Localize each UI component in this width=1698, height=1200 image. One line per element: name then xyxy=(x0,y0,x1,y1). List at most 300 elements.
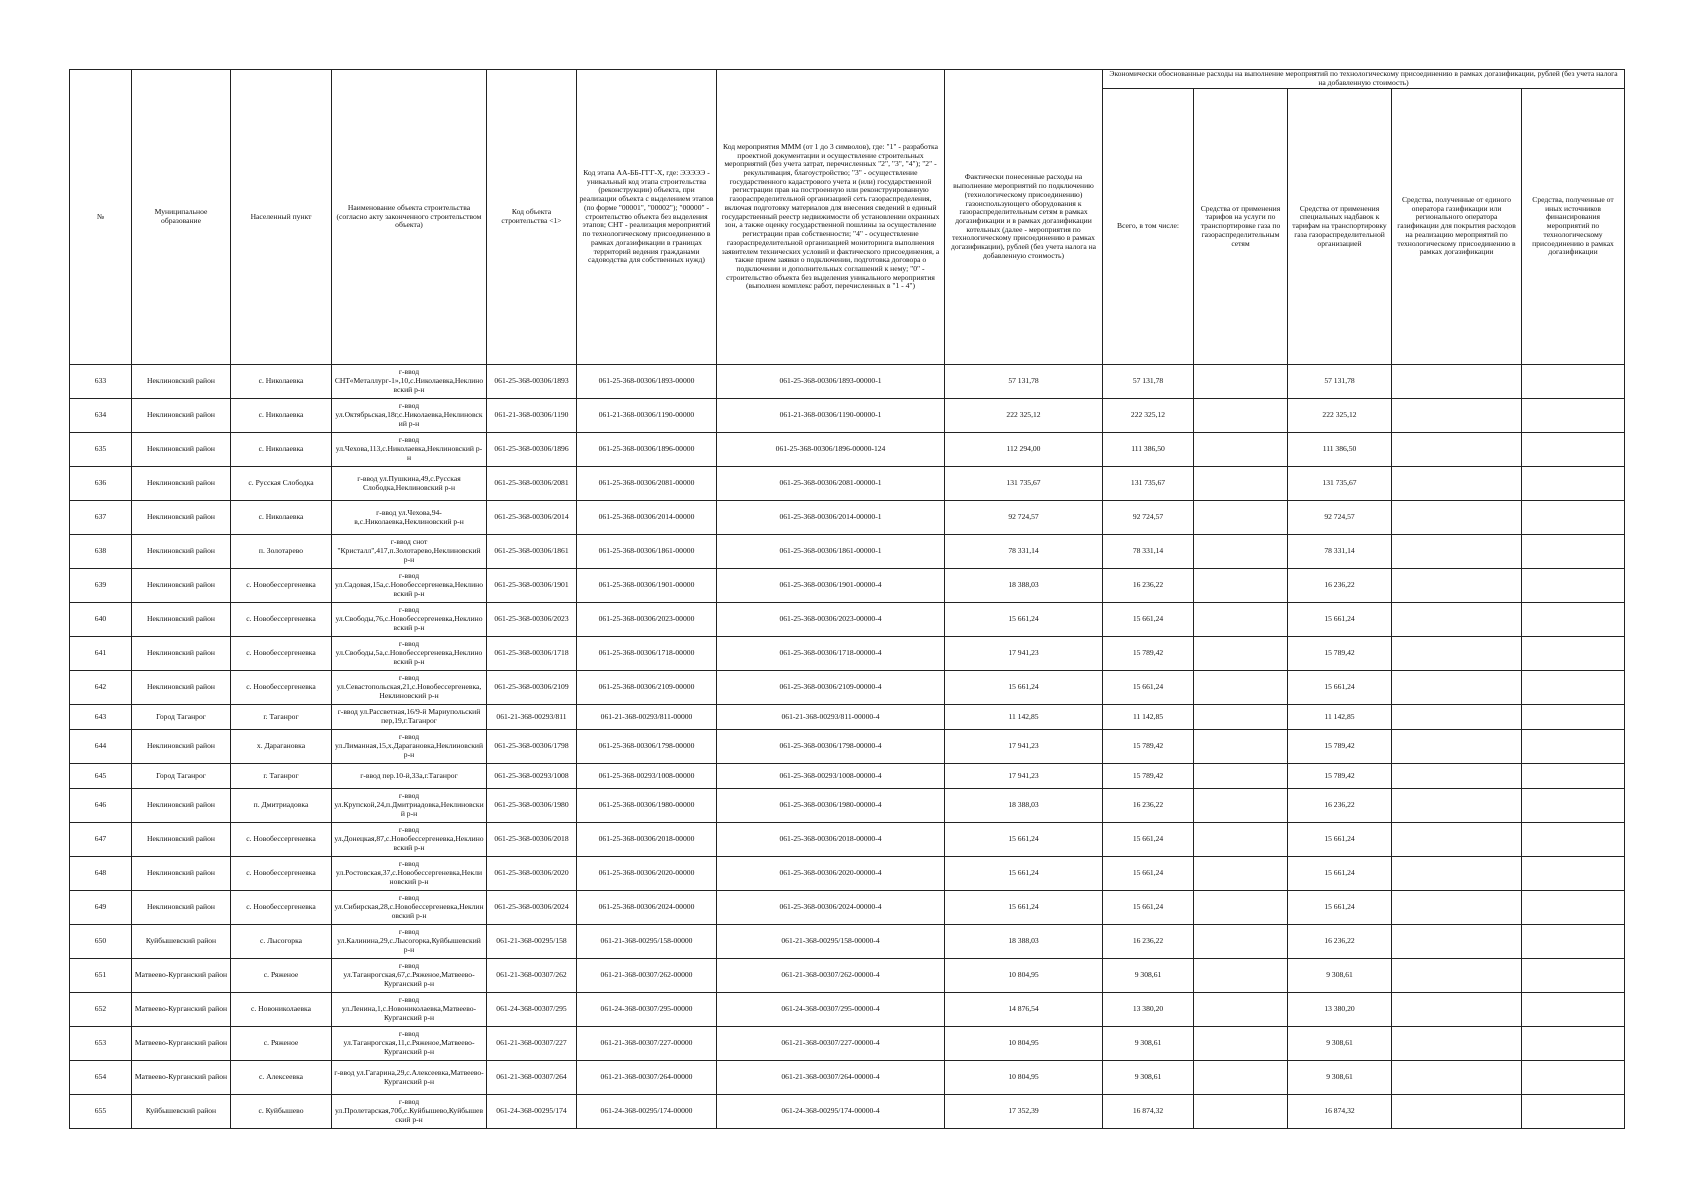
object-name-cell: г-ввод ул.Лиманная,15,х.Дарагановка,Неклиновский р-н xyxy=(332,730,487,764)
municipality-cell: Матвеево-Курганский район xyxy=(132,1061,231,1095)
table-row xyxy=(70,1027,1625,1061)
operator-funds-cell xyxy=(1392,1095,1522,1129)
row-number: 645 xyxy=(70,764,132,789)
header-transport-tariffs: Средства от применения тарифов на услуги по транспортировке газа по газораспределительным сетям xyxy=(1194,89,1288,365)
table-row xyxy=(70,993,1625,1027)
special-surcharges-cell: 15 661,24 xyxy=(1288,823,1392,857)
municipality-cell: Матвеево-Курганский район xyxy=(132,993,231,1027)
event-code-cell: 061-25-368-00306/1893-00000-1 xyxy=(717,365,945,399)
event-code-cell: 061-25-368-00306/2014-00000-1 xyxy=(717,501,945,535)
municipality-cell: Неклиновский район xyxy=(132,467,231,501)
other-sources-cell xyxy=(1522,365,1625,399)
event-code-cell: 061-21-368-00307/264-00000-4 xyxy=(717,1061,945,1095)
actual-costs-cell: 15 661,24 xyxy=(945,671,1103,705)
actual-costs-cell: 10 804,95 xyxy=(945,1061,1103,1095)
settlement-cell: с. Новобессергеневка xyxy=(231,603,332,637)
other-sources-cell xyxy=(1522,891,1625,925)
table-row xyxy=(70,501,1625,535)
transport-tariffs-cell xyxy=(1194,365,1288,399)
settlement-cell: с. Новониколаевка xyxy=(231,993,332,1027)
row-number: 640 xyxy=(70,603,132,637)
total-cell: 11 142,85 xyxy=(1103,705,1194,730)
other-sources-cell xyxy=(1522,399,1625,433)
transport-tariffs-cell xyxy=(1194,1061,1288,1095)
total-cell: 15 661,24 xyxy=(1103,603,1194,637)
object-name-cell: г-ввод ул.Рассветная,16/9-й Мариупольский пер,19,г.Таганрог xyxy=(332,705,487,730)
other-sources-cell xyxy=(1522,705,1625,730)
other-sources-cell xyxy=(1522,925,1625,959)
object-name-cell: г-ввод ул.Пролетарская,70б,с.Куйбышево,Куйбышевский р-н xyxy=(332,1095,487,1129)
transport-tariffs-cell xyxy=(1194,925,1288,959)
municipality-cell: Неклиновский район xyxy=(132,569,231,603)
event-code-cell: 061-25-368-00293/1008-00000-4 xyxy=(717,764,945,789)
object-name-cell: г-ввод ул.Чехова,113,с.Николаевка,Неклиновский р-н xyxy=(332,433,487,467)
operator-funds-cell xyxy=(1392,730,1522,764)
object-code-cell: 061-21-368-00307/227 xyxy=(487,1027,577,1061)
actual-costs-cell: 11 142,85 xyxy=(945,705,1103,730)
transport-tariffs-cell xyxy=(1194,730,1288,764)
object-code-cell: 061-25-368-00306/2081 xyxy=(487,467,577,501)
operator-funds-cell xyxy=(1392,399,1522,433)
transport-tariffs-cell xyxy=(1194,959,1288,993)
cost-report-table xyxy=(69,69,1625,1129)
table-row xyxy=(70,637,1625,671)
operator-funds-cell xyxy=(1392,467,1522,501)
table-row xyxy=(70,959,1625,993)
transport-tariffs-cell xyxy=(1194,891,1288,925)
other-sources-cell xyxy=(1522,501,1625,535)
transport-tariffs-cell xyxy=(1194,467,1288,501)
stage-code-cell: 061-25-368-00306/1718-00000 xyxy=(577,637,717,671)
stage-code-cell: 061-24-368-00307/295-00000 xyxy=(577,993,717,1027)
total-cell: 15 789,42 xyxy=(1103,637,1194,671)
special-surcharges-cell: 15 661,24 xyxy=(1288,603,1392,637)
actual-costs-cell: 57 131,78 xyxy=(945,365,1103,399)
other-sources-cell xyxy=(1522,857,1625,891)
total-cell: 15 789,42 xyxy=(1103,764,1194,789)
header-operator-funds: Средства, полученные от единого оператора газификации или регионального оператора газификации для покрытия расходов на реализацию мероприятий по технологическому присоединению в рамках догазификации xyxy=(1392,89,1522,365)
operator-funds-cell xyxy=(1392,925,1522,959)
row-number: 636 xyxy=(70,467,132,501)
table-row xyxy=(70,365,1625,399)
operator-funds-cell xyxy=(1392,433,1522,467)
row-number: 653 xyxy=(70,1027,132,1061)
special-surcharges-cell: 15 661,24 xyxy=(1288,857,1392,891)
row-number: 647 xyxy=(70,823,132,857)
settlement-cell: х. Дарагановка xyxy=(231,730,332,764)
transport-tariffs-cell xyxy=(1194,823,1288,857)
operator-funds-cell xyxy=(1392,789,1522,823)
municipality-cell: Матвеево-Курганский район xyxy=(132,1027,231,1061)
stage-code-cell: 061-21-368-00307/264-00000 xyxy=(577,1061,717,1095)
event-code-cell: 061-25-368-00306/2024-00000-4 xyxy=(717,891,945,925)
municipality-cell: Неклиновский район xyxy=(132,891,231,925)
total-cell: 15 789,42 xyxy=(1103,730,1194,764)
stage-code-cell: 061-21-368-00295/158-00000 xyxy=(577,925,717,959)
stage-code-cell: 061-25-368-00306/2109-00000 xyxy=(577,671,717,705)
object-name-cell: г-ввод ул.Свободы,5а,с.Новобессергеневка,Неклиновский р-н xyxy=(332,637,487,671)
object-name-cell: г-ввод ул.Севастопольская,21,с.Новобессергеневка,Неклиновский р-н xyxy=(332,671,487,705)
settlement-cell: с. Новобессергеневка xyxy=(231,857,332,891)
object-code-cell: 061-25-368-00306/1980 xyxy=(487,789,577,823)
object-name-cell: г-ввод СНТ«Металлург-1»,10,с.Николаевка,Неклиновский р-н xyxy=(332,365,487,399)
actual-costs-cell: 18 388,03 xyxy=(945,925,1103,959)
event-code-cell: 061-21-368-00307/262-00000-4 xyxy=(717,959,945,993)
transport-tariffs-cell xyxy=(1194,569,1288,603)
actual-costs-cell: 17 352,39 xyxy=(945,1095,1103,1129)
event-code-cell: 061-21-368-00307/227-00000-4 xyxy=(717,1027,945,1061)
special-surcharges-cell: 78 331,14 xyxy=(1288,535,1392,569)
event-code-cell: 061-25-368-00306/1718-00000-4 xyxy=(717,637,945,671)
municipality-cell: Куйбышевский район xyxy=(132,925,231,959)
table-row xyxy=(70,569,1625,603)
operator-funds-cell xyxy=(1392,823,1522,857)
header-object-code: Код объекта строительства <1> xyxy=(487,70,577,365)
row-number: 643 xyxy=(70,705,132,730)
table-header xyxy=(70,70,1625,365)
settlement-cell: с. Новобессергеневка xyxy=(231,637,332,671)
special-surcharges-cell: 16 236,22 xyxy=(1288,569,1392,603)
actual-costs-cell: 92 724,57 xyxy=(945,501,1103,535)
transport-tariffs-cell xyxy=(1194,789,1288,823)
settlement-cell: с. Русская Слободка xyxy=(231,467,332,501)
row-number: 638 xyxy=(70,535,132,569)
other-sources-cell xyxy=(1522,823,1625,857)
operator-funds-cell xyxy=(1392,1027,1522,1061)
object-name-cell: г-ввод ул.Гагарина,29,с.Алексеевка,Матвеево-Курганский р-н xyxy=(332,1061,487,1095)
special-surcharges-cell: 92 724,57 xyxy=(1288,501,1392,535)
object-code-cell: 061-25-368-00306/1861 xyxy=(487,535,577,569)
settlement-cell: г. Таганрог xyxy=(231,764,332,789)
row-number: 634 xyxy=(70,399,132,433)
special-surcharges-cell: 15 789,42 xyxy=(1288,637,1392,671)
total-cell: 15 661,24 xyxy=(1103,823,1194,857)
transport-tariffs-cell xyxy=(1194,1027,1288,1061)
header-total: Всего, в том числе: xyxy=(1103,89,1194,365)
special-surcharges-cell: 9 308,61 xyxy=(1288,959,1392,993)
total-cell: 16 236,22 xyxy=(1103,569,1194,603)
object-name-cell: г-ввод ул.Садовая,15а,с.Новобессергеневка,Неклиновский р-н xyxy=(332,569,487,603)
row-number: 655 xyxy=(70,1095,132,1129)
header-stage-code: Код этапа АА-ББ-ГГГ-Х, где: ЭЭЭЭЭ - уникальный код этапа строительства (реконструкции) объекта, при реализации объекта с выделением этапов (по форме "00001", "00002"); "00000" - строительство объекта без выделения этапов; СНТ - реализация мероприятий по технологическому присоединению в рамках догазификации в границах территорий ведения гражданами садоводства для собственных нужд) xyxy=(577,70,717,365)
row-number: 637 xyxy=(70,501,132,535)
special-surcharges-cell: 16 236,22 xyxy=(1288,925,1392,959)
table-row xyxy=(70,764,1625,789)
stage-code-cell: 061-21-368-00307/227-00000 xyxy=(577,1027,717,1061)
object-code-cell: 061-25-368-00306/2024 xyxy=(487,891,577,925)
event-code-cell: 061-25-368-00306/2020-00000-4 xyxy=(717,857,945,891)
stage-code-cell: 061-21-368-00307/262-00000 xyxy=(577,959,717,993)
other-sources-cell xyxy=(1522,569,1625,603)
row-number: 654 xyxy=(70,1061,132,1095)
transport-tariffs-cell xyxy=(1194,535,1288,569)
table-row xyxy=(70,1061,1625,1095)
municipality-cell: Куйбышевский район xyxy=(132,1095,231,1129)
other-sources-cell xyxy=(1522,637,1625,671)
stage-code-cell: 061-25-368-00306/2018-00000 xyxy=(577,823,717,857)
event-code-cell: 061-25-368-00306/1980-00000-4 xyxy=(717,789,945,823)
actual-costs-cell: 222 325,12 xyxy=(945,399,1103,433)
object-code-cell: 061-24-368-00295/174 xyxy=(487,1095,577,1129)
transport-tariffs-cell xyxy=(1194,857,1288,891)
actual-costs-cell: 17 941,23 xyxy=(945,764,1103,789)
row-number: 644 xyxy=(70,730,132,764)
object-name-cell: г-ввод ул.Свободы,76,с.Новобессергеневка,Неклиновский р-н xyxy=(332,603,487,637)
total-cell: 15 661,24 xyxy=(1103,891,1194,925)
row-number: 651 xyxy=(70,959,132,993)
other-sources-cell xyxy=(1522,433,1625,467)
transport-tariffs-cell xyxy=(1194,399,1288,433)
settlement-cell: с. Николаевка xyxy=(231,365,332,399)
operator-funds-cell xyxy=(1392,1061,1522,1095)
object-name-cell: г-ввод ул.Ленина,1,с.Новониколаевка,Матвеево-Курганский р-н xyxy=(332,993,487,1027)
transport-tariffs-cell xyxy=(1194,671,1288,705)
object-code-cell: 061-25-368-00306/2018 xyxy=(487,823,577,857)
header-economic-costs-group: Экономически обоснованные расходы на выполнение мероприятий по технологическому присоединению в рамках догазификации, рублей (без учета налога на добавленную стоимость) xyxy=(1103,70,1625,89)
object-name-cell: г-ввод ул.Донецкая,87,с.Новобессергеневка,Неклиновский р-н xyxy=(332,823,487,857)
event-code-cell: 061-24-368-00307/295-00000-4 xyxy=(717,993,945,1027)
table-row xyxy=(70,823,1625,857)
row-number: 633 xyxy=(70,365,132,399)
operator-funds-cell xyxy=(1392,993,1522,1027)
table-row xyxy=(70,730,1625,764)
special-surcharges-cell: 15 789,42 xyxy=(1288,764,1392,789)
event-code-cell: 061-25-368-00306/2081-00000-1 xyxy=(717,467,945,501)
municipality-cell: Неклиновский район xyxy=(132,365,231,399)
row-number: 642 xyxy=(70,671,132,705)
operator-funds-cell xyxy=(1392,959,1522,993)
row-number: 641 xyxy=(70,637,132,671)
total-cell: 131 735,67 xyxy=(1103,467,1194,501)
transport-tariffs-cell xyxy=(1194,764,1288,789)
settlement-cell: с. Николаевка xyxy=(231,399,332,433)
stage-code-cell: 061-25-368-00293/1008-00000 xyxy=(577,764,717,789)
special-surcharges-cell: 13 380,20 xyxy=(1288,993,1392,1027)
settlement-cell: с. Алексеевка xyxy=(231,1061,332,1095)
object-name-cell: г-ввод ул.Ростовская,37,с.Новобессергеневка,Неклиновский р-н xyxy=(332,857,487,891)
row-number: 650 xyxy=(70,925,132,959)
other-sources-cell xyxy=(1522,467,1625,501)
header-special-surcharges: Средства от применения специальных надбавок к тарифам на транспортировку газа газораспределительной организацией xyxy=(1288,89,1392,365)
actual-costs-cell: 17 941,23 xyxy=(945,730,1103,764)
special-surcharges-cell: 131 735,67 xyxy=(1288,467,1392,501)
operator-funds-cell xyxy=(1392,501,1522,535)
settlement-cell: с. Новобессергеневка xyxy=(231,671,332,705)
stage-code-cell: 061-25-368-00306/2024-00000 xyxy=(577,891,717,925)
total-cell: 16 874,32 xyxy=(1103,1095,1194,1129)
object-name-cell: г-ввод пер.10-й,33а,г.Таганрог xyxy=(332,764,487,789)
table-row xyxy=(70,891,1625,925)
settlement-cell: с. Николаевка xyxy=(231,433,332,467)
settlement-cell: с. Новобессергеневка xyxy=(231,891,332,925)
municipality-cell: Неклиновский район xyxy=(132,730,231,764)
header-no: № xyxy=(70,70,132,365)
header-settlement: Населенный пункт xyxy=(231,70,332,365)
municipality-cell: Матвеево-Курганский район xyxy=(132,959,231,993)
stage-code-cell: 061-25-368-00306/1896-00000 xyxy=(577,433,717,467)
object-code-cell: 061-21-368-00295/158 xyxy=(487,925,577,959)
municipality-cell: Неклиновский район xyxy=(132,603,231,637)
header-event-code: Код мероприятия МММ (от 1 до 3 символов), где: "1" - разработка проектной документации и осуществление строительных мероприятий (без учета затрат, перечисленных "2", "3", "4"); "2" - рекультивация, благоустройство; "3" - осуществление государственного кадастрового учета и (или) государственной регистрации прав на построенную или реконструированную газораспределительной организацией сеть газораспределения, включая подготовку материалов для внесения сведений в единый государственный реестр недвижимости об установлении охранных зон, а также оценку государственной пошлины за осуществление регистрации прав собственности; "4" - осуществление газораспределительной организацией мониторинга выполнения заявителем технических условий и фактического присоединения, а также прием заявки о подключении, подготовка договора о подключении и дополнительных соглашений к нему; "0" - строительство объекта без выделения уникального мероприятия (выполнен комплекс работ, перечисленных в "1 - 4") xyxy=(717,70,945,365)
special-surcharges-cell: 16 236,22 xyxy=(1288,789,1392,823)
object-name-cell: г-ввод ул.Чехова,94-в,с.Николаевка,Неклиновский р-н xyxy=(332,501,487,535)
total-cell: 111 386,50 xyxy=(1103,433,1194,467)
municipality-cell: Неклиновский район xyxy=(132,857,231,891)
header-object-name: Наименование объекта строительства (согласно акту законченного строительством объекта) xyxy=(332,70,487,365)
municipality-cell: Неклиновский район xyxy=(132,671,231,705)
special-surcharges-cell: 57 131,78 xyxy=(1288,365,1392,399)
stage-code-cell: 061-25-368-00306/1893-00000 xyxy=(577,365,717,399)
actual-costs-cell: 18 388,03 xyxy=(945,569,1103,603)
settlement-cell: с. Ряженое xyxy=(231,1027,332,1061)
total-cell: 57 131,78 xyxy=(1103,365,1194,399)
total-cell: 78 331,14 xyxy=(1103,535,1194,569)
total-cell: 16 236,22 xyxy=(1103,789,1194,823)
total-cell: 92 724,57 xyxy=(1103,501,1194,535)
object-name-cell: г-ввод ул.Калинина,29,с.Лысогорка,Куйбышевский р-н xyxy=(332,925,487,959)
operator-funds-cell xyxy=(1392,891,1522,925)
transport-tariffs-cell xyxy=(1194,433,1288,467)
header-actual-costs: Фактически понесенные расходы на выполнение мероприятий по подключению (технологическому присоединению) газоиспользующего оборудования к газораспределительным сетям в рамках догазификации и в рамках догазификации котельных (далее - мероприятия по технологическому присоединению в рамках догазификации), рублей (без учета налога на добавленную стоимость) xyxy=(945,70,1103,365)
special-surcharges-cell: 15 661,24 xyxy=(1288,891,1392,925)
object-name-cell: г-ввод снот "Кристалл",417,п.Золотарево,Неклиновский р-н xyxy=(332,535,487,569)
table-row xyxy=(70,399,1625,433)
object-code-cell: 061-25-368-00306/1896 xyxy=(487,433,577,467)
table-row xyxy=(70,925,1625,959)
total-cell: 15 661,24 xyxy=(1103,857,1194,891)
table-row xyxy=(70,789,1625,823)
stage-code-cell: 061-21-368-00293/811-00000 xyxy=(577,705,717,730)
object-name-cell: г-ввод ул.Крупской,24,п.Дмитриадовка,Неклиновский р-н xyxy=(332,789,487,823)
table-row xyxy=(70,857,1625,891)
object-code-cell: 061-21-368-00293/811 xyxy=(487,705,577,730)
header-municipality: Муниципальное образование xyxy=(132,70,231,365)
object-code-cell: 061-25-368-00306/1901 xyxy=(487,569,577,603)
settlement-cell: п. Золотарево xyxy=(231,535,332,569)
transport-tariffs-cell xyxy=(1194,1095,1288,1129)
object-name-cell: г-ввод ул.Сибирская,28,с.Новобессергеневка,Неклиновский р-н xyxy=(332,891,487,925)
event-code-cell: 061-25-368-00306/2018-00000-4 xyxy=(717,823,945,857)
operator-funds-cell xyxy=(1392,569,1522,603)
event-code-cell: 061-21-368-00306/1190-00000-1 xyxy=(717,399,945,433)
actual-costs-cell: 10 804,95 xyxy=(945,1027,1103,1061)
municipality-cell: Город Таганрог xyxy=(132,705,231,730)
table-row xyxy=(70,1095,1625,1129)
municipality-cell: Неклиновский район xyxy=(132,789,231,823)
total-cell: 9 308,61 xyxy=(1103,1027,1194,1061)
settlement-cell: с. Николаевка xyxy=(231,501,332,535)
settlement-cell: п. Дмитриадовка xyxy=(231,789,332,823)
total-cell: 13 380,20 xyxy=(1103,993,1194,1027)
event-code-cell: 061-25-368-00306/1798-00000-4 xyxy=(717,730,945,764)
special-surcharges-cell: 222 325,12 xyxy=(1288,399,1392,433)
municipality-cell: Неклиновский район xyxy=(132,535,231,569)
stage-code-cell: 061-24-368-00295/174-00000 xyxy=(577,1095,717,1129)
municipality-cell: Неклиновский район xyxy=(132,637,231,671)
table-row xyxy=(70,671,1625,705)
stage-code-cell: 061-25-368-00306/1861-00000 xyxy=(577,535,717,569)
other-sources-cell xyxy=(1522,1095,1625,1129)
special-surcharges-cell: 15 661,24 xyxy=(1288,671,1392,705)
total-cell: 15 661,24 xyxy=(1103,671,1194,705)
row-number: 639 xyxy=(70,569,132,603)
event-code-cell: 061-21-368-00295/158-00000-4 xyxy=(717,925,945,959)
other-sources-cell xyxy=(1522,671,1625,705)
table-row xyxy=(70,467,1625,501)
object-code-cell: 061-25-368-00306/2023 xyxy=(487,603,577,637)
settlement-cell: г. Таганрог xyxy=(231,705,332,730)
object-code-cell: 061-25-368-00306/1718 xyxy=(487,637,577,671)
other-sources-cell xyxy=(1522,535,1625,569)
table-row xyxy=(70,705,1625,730)
settlement-cell: с. Лысогорка xyxy=(231,925,332,959)
municipality-cell: Неклиновский район xyxy=(132,399,231,433)
row-number: 652 xyxy=(70,993,132,1027)
actual-costs-cell: 15 661,24 xyxy=(945,857,1103,891)
settlement-cell: с. Куйбышево xyxy=(231,1095,332,1129)
total-cell: 9 308,61 xyxy=(1103,959,1194,993)
actual-costs-cell: 15 661,24 xyxy=(945,603,1103,637)
header-other-sources: Средства, полученные от иных источников финансирования мероприятий по технологическому присоединению в рамках догазификации xyxy=(1522,89,1625,365)
other-sources-cell xyxy=(1522,730,1625,764)
actual-costs-cell: 10 804,95 xyxy=(945,959,1103,993)
transport-tariffs-cell xyxy=(1194,501,1288,535)
total-cell: 222 325,12 xyxy=(1103,399,1194,433)
municipality-cell: Город Таганрог xyxy=(132,764,231,789)
operator-funds-cell xyxy=(1392,535,1522,569)
actual-costs-cell: 14 876,54 xyxy=(945,993,1103,1027)
event-code-cell: 061-25-368-00306/1861-00000-1 xyxy=(717,535,945,569)
other-sources-cell xyxy=(1522,959,1625,993)
special-surcharges-cell: 11 142,85 xyxy=(1288,705,1392,730)
object-code-cell: 061-24-368-00307/295 xyxy=(487,993,577,1027)
other-sources-cell xyxy=(1522,603,1625,637)
table-body xyxy=(70,365,1625,1129)
object-name-cell: г-ввод ул.Таганрогская,67,с.Ряженое,Матвеево-Курганский р-н xyxy=(332,959,487,993)
other-sources-cell xyxy=(1522,1061,1625,1095)
object-code-cell: 061-25-368-00306/2014 xyxy=(487,501,577,535)
row-number: 648 xyxy=(70,857,132,891)
settlement-cell: с. Ряженое xyxy=(231,959,332,993)
actual-costs-cell: 15 661,24 xyxy=(945,823,1103,857)
actual-costs-cell: 18 388,03 xyxy=(945,789,1103,823)
object-code-cell: 061-21-368-00306/1190 xyxy=(487,399,577,433)
object-code-cell: 061-25-368-00306/2109 xyxy=(487,671,577,705)
special-surcharges-cell: 111 386,50 xyxy=(1288,433,1392,467)
operator-funds-cell xyxy=(1392,603,1522,637)
stage-code-cell: 061-21-368-00306/1190-00000 xyxy=(577,399,717,433)
actual-costs-cell: 112 294,00 xyxy=(945,433,1103,467)
table-row xyxy=(70,535,1625,569)
special-surcharges-cell: 16 874,32 xyxy=(1288,1095,1392,1129)
other-sources-cell xyxy=(1522,789,1625,823)
municipality-cell: Неклиновский район xyxy=(132,433,231,467)
object-code-cell: 061-25-368-00306/2020 xyxy=(487,857,577,891)
table-row xyxy=(70,603,1625,637)
stage-code-cell: 061-25-368-00306/1798-00000 xyxy=(577,730,717,764)
object-code-cell: 061-25-368-00306/1893 xyxy=(487,365,577,399)
other-sources-cell xyxy=(1522,993,1625,1027)
object-name-cell: г-ввод ул.Пушкина,49,с.Русская Слободка,Неклиновский р-н xyxy=(332,467,487,501)
actual-costs-cell: 15 661,24 xyxy=(945,891,1103,925)
transport-tariffs-cell xyxy=(1194,993,1288,1027)
event-code-cell: 061-21-368-00293/811-00000-4 xyxy=(717,705,945,730)
row-number: 635 xyxy=(70,433,132,467)
actual-costs-cell: 78 331,14 xyxy=(945,535,1103,569)
stage-code-cell: 061-25-368-00306/2014-00000 xyxy=(577,501,717,535)
stage-code-cell: 061-25-368-00306/1980-00000 xyxy=(577,789,717,823)
transport-tariffs-cell xyxy=(1194,705,1288,730)
